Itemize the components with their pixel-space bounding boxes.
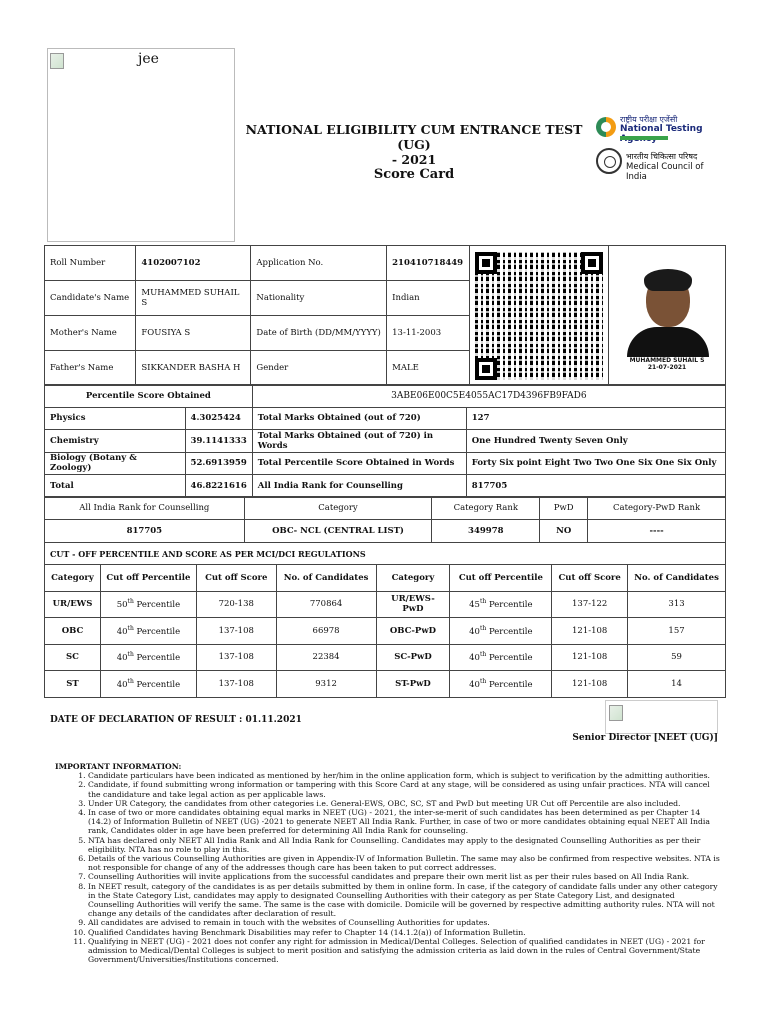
candidate-count: 157 [628,618,726,645]
summary-value: 817705 [466,475,725,498]
declaration-date: DATE OF DECLARATION OF RESULT : 01.11.2021 [50,715,302,725]
category-rank-value: 349978 [432,520,540,543]
subject-percentile: 4.3025424 [185,407,252,430]
cutoff-percentile: 50th Percentile [100,591,196,618]
subject-percentile: 39.1141333 [185,430,252,453]
candidate-count: 770864 [276,591,376,618]
cutoff-percentile: 40th Percentile [100,644,196,671]
gender-value: MALE [387,351,470,386]
table-row [45,452,726,475]
cutoff-percentile: 40th Percentile [450,644,552,671]
cutoff-score: 121-108 [552,644,628,671]
category-name: SC-PwD [376,644,450,671]
rank-header: Category Rank [432,497,540,520]
nta-english-name: National Testing [620,124,703,134]
summary-value: One Hundred Twenty Seven Only [466,430,725,453]
category-name: OBC [45,618,101,645]
category-name: UR/EWS-PwD [376,591,450,618]
cutoff-title: CUT - OFF PERCENTILE AND SCORE AS PER MCI/DCI REGULATIONS [45,543,726,565]
air-counselling-value: 817705 [45,520,245,543]
list-item: 2. Candidate, if found submitting wrong information or tampering with this Score Card at any stage, will be considered as using unfair practices. NTA will cancel the candidature and take legal action as per applicable laws. [88,780,720,798]
cutoff-score: 121-108 [552,671,628,698]
cutoff-score: 137-122 [552,591,628,618]
list-item: 10. Qualified Candidates having Benchmark Disabilities may refer to Chapter 14 (14.1.2(a)) of Information Bulletin. [88,928,720,937]
list-item: 3. Under UR Category, the candidates from other categories i.e. General-EWS, OBC, SC, ST and PwD but meeting UR Cut off Percentile are also included. [88,799,720,808]
nta-emblem-icon [596,117,616,137]
rank-header: Category-PwD Rank [588,497,726,520]
photo-caption-name: MUHAMMED SUHAIL S [629,356,705,364]
signature-image [605,700,718,734]
list-item: 5. NTA has declared only NEET All India Rank and All India Rank for Counselling. Candidates may apply to the designated Counselling Authorities as per their eligibility. NTA has no role to play in this. [88,836,720,854]
mother-name-value: FOUSIYA S [136,316,251,351]
subject-name: Physics [45,407,186,430]
subject-percentile: 52.6913959 [185,452,252,475]
summary-label: Total Percentile Score Obtained in Words [252,452,466,475]
rank-table [44,496,726,543]
candidate-count: 313 [628,591,726,618]
cutoff-header: Cut off Percentile [450,565,552,592]
cutoff-score: 137-108 [196,671,276,698]
category-value: OBC- NCL (CENTRAL LIST) [244,520,432,543]
qr-code-cell [470,246,609,386]
roll-number-label: Roll Number [45,246,136,281]
cutoff-percentile: 40th Percentile [100,671,196,698]
summary-label: All India Rank for Counselling [252,475,466,498]
pwd-value: NO [540,520,588,543]
candidate-count: 66978 [276,618,376,645]
table-row [45,407,726,430]
cutoff-percentile: 40th Percentile [100,618,196,645]
table-row [45,430,726,453]
important-information [55,762,720,964]
table-row [45,671,726,698]
broken-image-icon [50,53,64,69]
mci-english-name: Medical Council of India [626,162,704,182]
category-name: ST-PwD [376,671,450,698]
application-no-value: 210410718449 [387,246,470,281]
father-name-value: SIKKANDER BASHA H [136,351,251,386]
summary-value: Forty Six point Eight Two Two One Six One Six Only [466,452,725,475]
cutoff-header: Category [376,565,450,592]
broken-image-placeholder [47,48,235,242]
subject-name: Biology (Botany & Zoology) [45,452,186,475]
category-name: ST [45,671,101,698]
category-name: UR/EWS [45,591,101,618]
qr-code-icon [475,252,603,380]
candidate-count: 9312 [276,671,376,698]
mother-name-label: Mother's Name [45,316,136,351]
cutoff-header: Category [45,565,101,592]
candidate-count: 14 [628,671,726,698]
cutoff-header: No. of Candidates [276,565,376,592]
percentile-header: Percentile Score Obtained [45,385,253,408]
candidate-count: 22384 [276,644,376,671]
candidate-photo-cell [609,246,726,386]
candidate-name-label: Candidate's Name [45,281,136,316]
dob-label: Date of Birth (DD/MM/YYYY) [251,316,387,351]
broken-image-icon [609,705,623,721]
subject-percentile: 46.8221616 [185,475,252,498]
summary-label: Total Marks Obtained (out of 720) in Words [252,430,466,453]
title-line-1: NATIONAL ELIGIBILITY CUM ENTRANCE TEST (UG) [245,122,583,152]
summary-value: 127 [466,407,725,430]
list-item: 11. Qualifying in NEET (UG) - 2021 does not confer any right for admission in Medical/Dental Colleges. Selection of qualified candidates in NEET (UG) - 2021 for admission to Medical/Dental Colleges is subject to merit position and satisfying the admission criteria as laid down in the rules of Central Government/State Government/Universities/Institutions concerned. [88,937,720,965]
candidate-count: 59 [628,644,726,671]
mci-logo [596,148,726,182]
cutoff-score: 137-108 [196,618,276,645]
table-row [45,644,726,671]
page-title [236,122,592,182]
cutoff-percentile: 40th Percentile [450,671,552,698]
candidate-details-table [44,245,726,386]
table-row [45,618,726,645]
candidate-photo [617,257,717,375]
rank-header: PwD [540,497,588,520]
rank-header: Category [244,497,432,520]
cutoff-percentile: 45th Percentile [450,591,552,618]
list-item: 6. Details of the various Counselling Authorities are given in Appendix-IV of Information Bulletin. The same may also be confirmed from respective websites. NTA is not responsible for change of any of the addresses though care has been taken to put correct addresses. [88,854,720,872]
nta-hindi-name: राष्ट्रीय परीक्षा एजेंसी [620,115,678,124]
score-hash: 3ABE06E00C5E4055AC17D4396FB9FAD6 [252,385,725,408]
subject-name: Total [45,475,186,498]
cutoff-score: 137-108 [196,644,276,671]
list-item: 4. In case of two or more candidates obtaining equal marks in NEET (UG) - 2021, the inter-se-merit of such candidates has been determined as per Chapter 14 (14.2) of Information Bulletin of NEET (UG) -2021 to generate NEET All India Rank. Further, in case of two or more candidates obtaining equal NEET All India rank, Candidates older in age have been preferred for determining All India Rank for counseling. [88,808,720,836]
rank-header: All India Rank for Counselling [45,497,245,520]
cutoff-percentile: 40th Percentile [450,618,552,645]
roll-number-value: 4102007102 [136,246,251,281]
info-heading: IMPORTANT INFORMATION: [55,762,182,771]
dob-value: 13-11-2003 [387,316,470,351]
gender-label: Gender [251,351,387,386]
cutoff-score: 720-138 [196,591,276,618]
list-item: 9. All candidates are advised to remain in touch with the websites of Counselling Authorities for updates. [88,918,720,927]
signatory-title: Senior Director [NEET (UG)] [572,733,718,743]
photo-caption-date: 21-07-2021 [647,363,687,371]
table-row [45,475,726,498]
cutoff-header: Cut off Score [196,565,276,592]
image-alt-text: jee [138,51,159,67]
nationality-label: Nationality [251,281,387,316]
cutoff-header: Cut off Score [552,565,628,592]
mci-hindi-name: भारतीय चिकित्सा परिषद [626,152,698,161]
category-pwd-rank-value: ---- [588,520,726,543]
table-row [45,591,726,618]
subject-name: Chemistry [45,430,186,453]
cutoff-header: No. of Candidates [628,565,726,592]
category-name: SC [45,644,101,671]
list-item: 1. Candidate particulars have been indicated as mentioned by her/him in the online application form, which is subject to verification by the admitting authorities. [88,771,720,780]
application-no-label: Application No. [251,246,387,281]
title-line-3: Score Card [373,167,455,182]
cutoff-header: Cut off Percentile [100,565,196,592]
title-line-2: - 2021 [391,152,437,167]
cutoff-table [44,542,726,698]
list-item: 7. Counselling Authorities will invite applications from the successful candidates and prepare their own merit list as per their rules based on All India Rank. [88,872,720,881]
nationality-value: Indian [387,281,470,316]
category-name: OBC-PwD [376,618,450,645]
score-table [44,384,726,498]
mci-seal-icon [596,148,622,174]
summary-label: Total Marks Obtained (out of 720) [252,407,466,430]
info-list [55,771,720,964]
nta-logo [596,114,726,144]
father-name-label: Father's Name [45,351,136,386]
list-item: 8. In NEET result, category of the candidates is as per details submitted by them in online form. In case, if the category of candidate falls under any other category in the State Category List, candidates may apply to designated Counselling Authorities with their category as per State Category List, and designated Counselling Authorities will verify the same. The same is the case with domicile. Domicile will be governed by respective admitting authority rules. NTA will not change any details of the candidates after declaration of result. [88,882,720,919]
nta-tagline-bar [620,136,668,140]
candidate-name-value: MUHAMMED SUHAIL S [136,281,251,316]
cutoff-score: 121-108 [552,618,628,645]
